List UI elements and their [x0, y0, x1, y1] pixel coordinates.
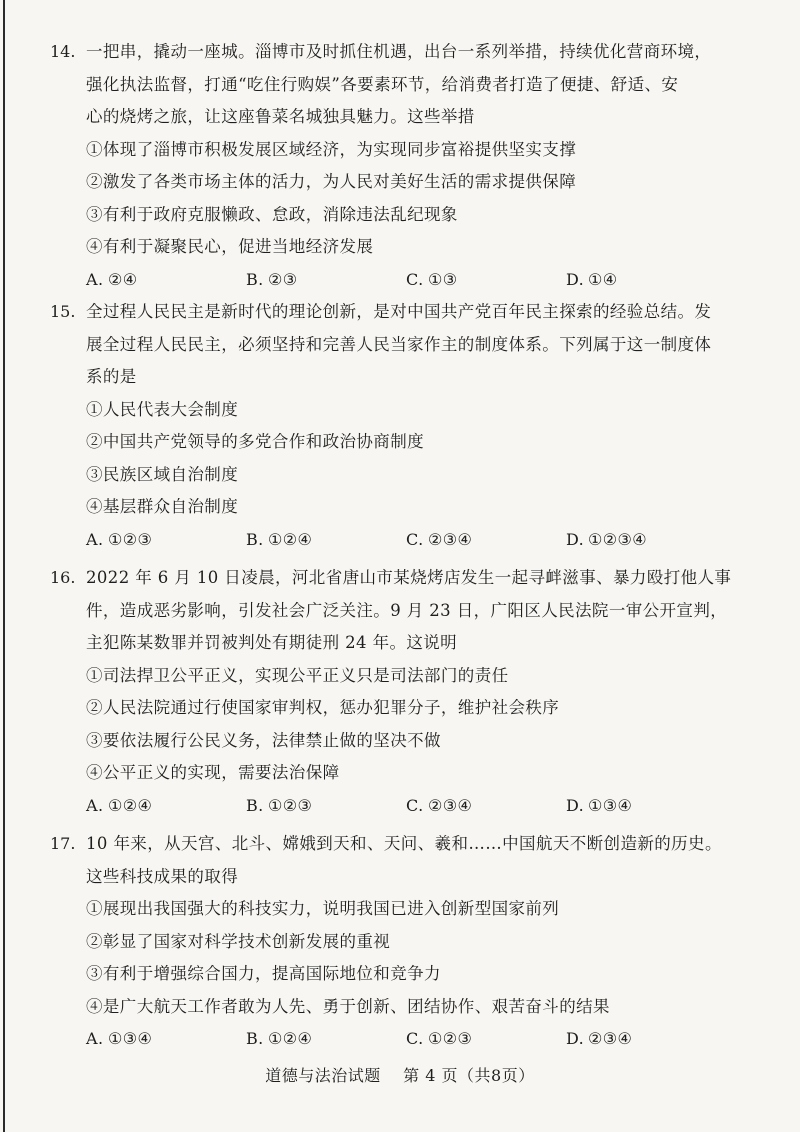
option-letter: D.: [566, 795, 585, 815]
option-text: ①②③: [108, 529, 153, 549]
statement-3: ③要依法履行公民义务，法律禁止做的坚决不做: [86, 730, 441, 750]
stem-line: 展全过程人民民主，必须坚持和完善人民当家作主的制度体系。下列属于这一制度体: [86, 334, 712, 354]
option-b[interactable]: [246, 790, 312, 823]
option-text: ②③: [268, 269, 298, 289]
question-stem: [86, 36, 762, 134]
option-letter: A.: [86, 1029, 104, 1048]
option-text: ①④: [588, 269, 618, 289]
option-letter: D.: [566, 269, 585, 289]
option-text: ①②④: [268, 529, 313, 549]
option-a[interactable]: [86, 524, 152, 557]
statement-2: ②激发了各类市场主体的活力，为人民对美好生活的需求提供保障: [86, 172, 577, 191]
option-c[interactable]: [406, 524, 472, 557]
option-text: ①②③: [268, 795, 313, 815]
page-footer: [0, 1062, 800, 1090]
option-letter: B.: [246, 529, 264, 549]
option-text: ①②③④: [588, 529, 647, 549]
option-a[interactable]: [86, 1023, 152, 1056]
option-b[interactable]: [246, 524, 312, 557]
question-stem: [86, 296, 762, 394]
option-letter: C.: [406, 1029, 424, 1048]
question-number: 15.: [50, 302, 76, 321]
option-letter: B.: [246, 1029, 264, 1048]
option-c[interactable]: [406, 790, 472, 823]
question-stem: [86, 562, 762, 660]
option-letter: B.: [246, 795, 264, 815]
option-letter: D.: [566, 529, 585, 549]
option-text: ②③④: [428, 529, 473, 549]
option-text: ①②④: [268, 1029, 313, 1048]
option-letter: B.: [246, 269, 264, 289]
statement-4: ④公平正义的实现，需要法治保障: [86, 763, 340, 782]
stem-line: 主犯陈某数罪并罚被判处有期徒刑 24 年。这说明: [86, 633, 458, 652]
option-d[interactable]: [566, 790, 632, 823]
statement-4: ④是广大航天工作者敢为人先、勇于创新、团结协作、艰苦奋斗的结果: [86, 996, 610, 1016]
answer-options: [86, 790, 762, 822]
option-letter: A.: [86, 529, 104, 549]
option-a[interactable]: [86, 790, 152, 823]
stem-line: 强化执法监督，打通“吃住行购娱”各要素环节，给消费者打造了便捷、舒适、安: [86, 74, 679, 94]
option-letter: A.: [86, 795, 104, 815]
option-text: ②④: [108, 269, 138, 289]
question-17: [50, 828, 762, 1055]
question-number: 14.: [50, 42, 76, 61]
stem-line: 一把串，撬动一座城。淄博市及时抓住机遇，出台一系列举措，持续优化营商环境，: [86, 42, 712, 61]
option-c[interactable]: [406, 264, 458, 297]
question-number: 17.: [50, 834, 76, 853]
footer-subject: 道德与法治试题: [265, 1066, 381, 1085]
stem-line: 这些科技成果的取得: [86, 866, 239, 886]
stem-line: 10 年来，从天宫、北斗、嫦娥到天和、天问、羲和……中国航天不断创造新的历史。: [86, 834, 722, 853]
answer-options: [86, 264, 762, 296]
option-letter: C.: [406, 529, 424, 549]
binding-edge-line: [3, 0, 5, 1132]
option-text: ①②③: [428, 1029, 473, 1048]
question-16: [50, 562, 762, 822]
statement-2: ②彰显了国家对科学技术创新发展的重视: [86, 931, 391, 951]
stem-line: 心的烧烤之旅，让这座鲁菜名城独具魅力。这些举措: [86, 107, 475, 126]
option-c[interactable]: [406, 1023, 472, 1056]
footer-page-number: 第 4 页（共8页）: [403, 1066, 535, 1085]
statement-3: ③有利于增强综合国力，提高国际地位和竞争力: [86, 964, 441, 983]
statement-1: ①展现出我国强大的科技实力，说明我国已进入创新型国家前列: [86, 899, 560, 918]
option-letter: A.: [86, 269, 104, 289]
statement-1: ①人民代表大会制度: [86, 399, 239, 419]
statement-3: ③民族区域自治制度: [86, 464, 239, 484]
answer-options: [86, 524, 762, 556]
option-text: ①②④: [108, 795, 153, 815]
question-stem: [86, 828, 762, 893]
statement-1: ①司法捍卫公平正义，实现公平正义只是司法部门的责任: [86, 665, 509, 685]
option-d[interactable]: [566, 1023, 632, 1056]
statement-1: ①体现了淄博市积极发展区域经济，为实现同步富裕提供坚实支撑: [86, 139, 577, 159]
option-text: ②③④: [588, 1029, 633, 1048]
option-text: ②③④: [428, 795, 473, 815]
stem-line: 2022 年 6 月 10 日凌晨，河北省唐山市某烧烤店发生一起寻衅滋事、暴力殴打他人事: [86, 568, 732, 587]
statement-4: ④基层群众自治制度: [86, 497, 239, 516]
statement-4: ④有利于凝聚民心，促进当地经济发展: [86, 237, 374, 256]
option-d[interactable]: [566, 524, 647, 557]
option-a[interactable]: [86, 264, 138, 297]
question-number: 16.: [50, 568, 76, 587]
option-letter: C.: [406, 269, 424, 289]
option-text: ①③: [428, 269, 458, 289]
option-letter: D.: [566, 1029, 585, 1048]
option-letter: C.: [406, 795, 424, 815]
option-text: ①③④: [588, 795, 633, 815]
statement-2: ②中国共产党领导的多党合作和政治协商制度: [86, 432, 424, 451]
stem-line: 系的是: [86, 367, 137, 386]
statement-3: ③有利于政府克服懒政、怠政，消除违法乱纪现象: [86, 204, 458, 224]
stem-line: 全过程人民民主是新时代的理论创新，是对中国共产党百年民主探索的经验总结。发: [86, 302, 712, 321]
question-15: [50, 296, 762, 556]
question-14: [50, 36, 762, 296]
option-b[interactable]: [246, 1023, 312, 1056]
statement-2: ②人民法院通过行使国家审判权，惩办犯罪分子，维护社会秩序: [86, 698, 560, 717]
answer-options: [86, 1023, 762, 1055]
option-d[interactable]: [566, 264, 618, 297]
option-text: ①③④: [108, 1029, 153, 1048]
option-b[interactable]: [246, 264, 298, 297]
stem-line: 件，造成恶劣影响，引发社会广泛关注。9 月 23 日，广阳区人民法院一审公开宣判，: [86, 600, 728, 620]
